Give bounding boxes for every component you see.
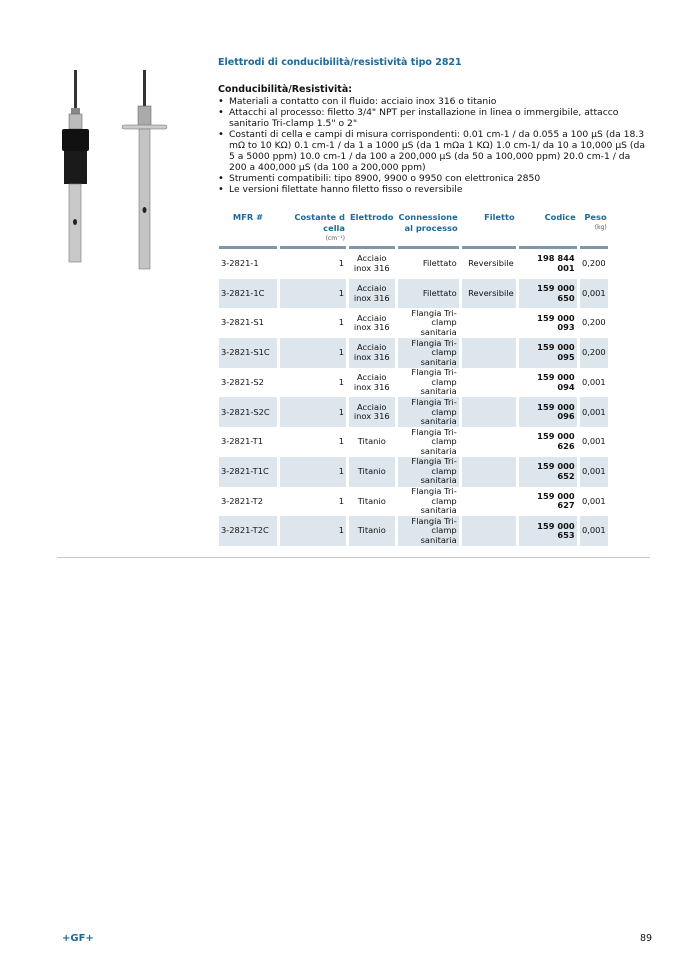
cell-peso: 0,001 <box>580 279 608 309</box>
cell-cod: 159 000 095 <box>519 338 577 368</box>
cell-peso: 0,001 <box>581 495 606 506</box>
cell-cod: 159 000 627 <box>537 490 575 511</box>
cell-mfr: 3-2821-T1C <box>219 457 277 487</box>
table-row <box>219 279 608 309</box>
header-peso-unit: (kg) <box>594 224 607 231</box>
cell-conn: Flangia Tri-clamp sanitaria <box>398 516 459 546</box>
cell-cod: 159 000 094 <box>537 372 575 392</box>
gf-logo: +GF+ <box>62 933 94 944</box>
page-number: 89 <box>640 933 653 944</box>
table-row <box>219 308 608 338</box>
cell-conn: Flangia Tri-clamp sanitaria <box>398 338 459 368</box>
cell-el: Acciaio inox 316 <box>349 279 395 309</box>
cell-cost: 1 <box>338 258 344 269</box>
cell-peso: 0,001 <box>580 457 608 487</box>
cell-fil <box>462 457 516 487</box>
header-elettrodo: Elettrodo <box>349 212 395 249</box>
cell-conn: Flangia Tri-clamp sanitaria <box>411 426 457 456</box>
cell-el: Acciaio inox 316 <box>353 312 390 333</box>
feature-item: • Attacchi al processo: filetto 3/4" NPT per installazione in linea o immergibile, attacco sanitario Tri-clamp 1.5" o 2" <box>218 107 648 129</box>
feature-list <box>218 96 648 195</box>
cell-peso: 0,200 <box>581 317 606 328</box>
electrode-photo <box>58 70 168 275</box>
cell-el: Acciaio inox 316 <box>349 338 395 368</box>
cell-conn: Flangia Tri-clamp sanitaria <box>411 307 457 337</box>
cell-cost: 1 <box>338 436 344 447</box>
table-row <box>219 427 608 457</box>
cell-conn: Filettato <box>422 258 457 269</box>
cell-el: Titanio <box>349 457 395 487</box>
header-costante-unit: (cm⁻¹) <box>325 235 345 242</box>
cell-peso: 0,001 <box>580 397 608 427</box>
table-header-row <box>219 212 608 249</box>
table-row <box>219 338 608 368</box>
cell-cost: 1 <box>338 495 344 506</box>
cell-mfr: 3-2821-T1 <box>221 436 263 447</box>
table-row <box>219 368 608 398</box>
cell-el: Titanio <box>357 495 386 506</box>
cell-cost: 1 <box>280 338 346 368</box>
cell-conn: Flangia Tri-clamp sanitaria <box>398 457 459 487</box>
feature-item: • Materiali a contatto con il fluido: acciaio inox 316 o titanio <box>218 96 648 107</box>
cell-peso: 0,001 <box>580 516 608 546</box>
cell-cod: 159 000 096 <box>519 397 577 427</box>
cell-cod: 159 000 653 <box>519 516 577 546</box>
cell-conn: Flangia Tri-clamp sanitaria <box>411 367 457 397</box>
cell-mfr: 3-2821-S2 <box>221 376 264 387</box>
cell-cost: 1 <box>338 317 344 328</box>
section-divider <box>57 557 650 558</box>
cell-mfr: 3-2821-1 <box>221 258 259 269</box>
cell-mfr: 3-2821-1C <box>219 279 277 309</box>
header-peso-label: Peso <box>584 212 607 222</box>
header-costante <box>280 212 346 249</box>
cell-peso: 0,200 <box>580 338 608 368</box>
cell-fil: Reversibile <box>462 279 516 309</box>
cell-mfr: 3-2821-T2 <box>221 495 263 506</box>
cell-cod: 159 000 650 <box>519 279 577 309</box>
cell-cod: 159 000 093 <box>537 312 575 333</box>
cell-el: Acciaio inox 316 <box>349 397 395 427</box>
cell-mfr: 3-2821-S1C <box>219 338 277 368</box>
cell-el: Acciaio inox 316 <box>353 372 390 392</box>
cell-conn: Filettato <box>398 279 459 309</box>
header-peso <box>580 212 608 249</box>
cell-conn: Flangia Tri-clamp sanitaria <box>398 397 459 427</box>
cell-peso: 0,001 <box>581 436 606 447</box>
threaded-electrode-image <box>62 70 89 262</box>
cell-fil <box>462 338 516 368</box>
cell-fil: Reversibile <box>468 258 514 269</box>
cell-peso: 0,200 <box>581 258 606 269</box>
cell-mfr: 3-2821-S2C <box>219 397 277 427</box>
cell-cost: 1 <box>280 457 346 487</box>
header-codice: Codice <box>519 212 577 249</box>
cell-peso: 0,001 <box>581 376 606 387</box>
cell-mfr: 3-2821-S1 <box>221 317 264 328</box>
cell-fil <box>462 487 516 517</box>
cell-cost: 1 <box>338 376 344 387</box>
table-row <box>219 487 608 517</box>
product-table <box>216 212 611 546</box>
cell-fil <box>462 516 516 546</box>
table-row <box>219 457 608 487</box>
cell-fil <box>462 397 516 427</box>
cell-cod: 159 000 626 <box>537 431 575 451</box>
cell-el: Titanio <box>357 436 386 447</box>
cell-cost: 1 <box>280 397 346 427</box>
section-subtitle: Conducibilità/Resistività: <box>218 84 353 95</box>
cell-cost: 1 <box>280 279 346 309</box>
feature-item: • Costanti di cella e campi di misura corrispondenti: 0.01 cm-1 / da 0.055 a 100 µS (da 18.3 mΩ to 10 KΩ) 0.1 cm-1 / da 1 a 1000 µS (da 1 mΩa 1 KΩ) 1.0 cm-1/ da 10 a 10,000 µS (da 5 a 5000 ppm) 10.0 cm-1 / da 100 a 200,000 µS (da 50 a 100,000 ppm) 20.0 cm-1 / da 200 a 400,000 µS (da 100 a 200,000 ppm) <box>218 129 648 173</box>
cell-cod: 159 000 652 <box>519 457 577 487</box>
cell-cost: 1 <box>280 516 346 546</box>
page-title: Elettrodi di conducibilità/resistività tipo 2821 <box>218 57 462 68</box>
triclamp-electrode-image <box>122 70 167 269</box>
header-costante-label: Costante d cella <box>294 212 345 233</box>
cell-cod: 198 844 001 <box>537 253 575 273</box>
feature-item: • Le versioni filettate hanno filetto fisso o reversibile <box>218 184 648 195</box>
cell-fil <box>462 308 516 338</box>
cell-mfr: 3-2821-T2C <box>219 516 277 546</box>
cell-el: Titanio <box>349 516 395 546</box>
header-mfr: MFR # <box>219 212 277 249</box>
header-connessione: Connessione al processo <box>398 212 459 249</box>
cell-el: Acciaio inox 316 <box>353 253 390 273</box>
table-row <box>219 516 608 546</box>
table-row <box>219 249 608 279</box>
header-filetto: Filetto <box>462 212 516 249</box>
table-row <box>219 397 608 427</box>
cell-fil <box>462 427 516 457</box>
cell-fil <box>462 368 516 398</box>
feature-item: • Strumenti compatibili: tipo 8900, 9900 o 9950 con elettronica 2850 <box>218 173 648 184</box>
cell-conn: Flangia Tri-clamp sanitaria <box>411 486 457 516</box>
